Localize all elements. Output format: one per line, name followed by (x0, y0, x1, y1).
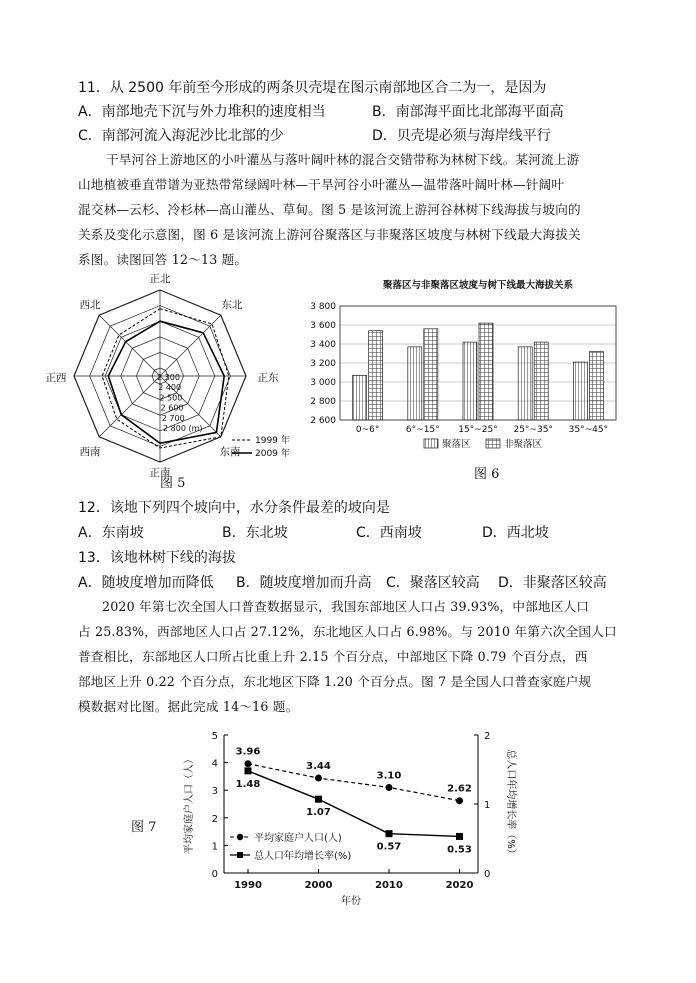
x-tick-label: 25°~35° (513, 425, 553, 435)
passage-1-line: 干旱河谷上游地区的小叶灌丛与落叶阔叶林的混合交错带称为林树下线。某河流上游 (106, 152, 580, 167)
legend-1999-label: 1999 年 (255, 436, 290, 446)
left-axis-label: 平均家庭户人口（人） (184, 754, 195, 854)
q13-stem: 13．该地林树下线的海拔 (78, 550, 236, 566)
q11-option-d: D．贝壳堤必须与海岸线平行 (372, 128, 551, 144)
right-axis-label: 总人口年均增长率（%） (505, 749, 516, 859)
growth-line (248, 771, 460, 837)
ring-label: 2 300 (157, 373, 180, 382)
ring-label: 2 800 (m) (163, 424, 203, 433)
legend-2009-label: 2009 年 (255, 449, 290, 459)
growth-point (245, 767, 252, 774)
x-tick-label: 6°~15° (405, 425, 440, 435)
legend-settlement-label: 聚落区 (442, 439, 471, 450)
household-point (456, 797, 463, 804)
q11-option-c: C．南部河流入海泥沙比北部的少 (78, 128, 284, 144)
legend-non-settlement-swatch (486, 439, 500, 448)
legend-household-marker (237, 834, 243, 840)
direction-label: 西南 (79, 446, 101, 458)
x-tick-label: 35°~45° (568, 425, 609, 435)
left-tick-label: 4 (211, 758, 218, 770)
growth-point (456, 833, 463, 840)
household-data-label: 2.62 (447, 783, 472, 795)
legend-non-settlement-label: 非聚落区 (504, 439, 543, 450)
passage-2-line: 部地区上升 0.22 个百分点，东北地区下降 1.20 个百分点。图 7 是全国人口普查家庭户规 (78, 674, 592, 689)
bar-settlement (573, 362, 587, 420)
x-tick-label: 15°~25° (458, 425, 498, 435)
direction-label: 正南 (149, 467, 171, 479)
growth-data-label: 1.07 (306, 807, 331, 819)
bar-non-settlement (369, 331, 383, 420)
ring-label: 2 400 (158, 383, 182, 393)
bar-non-settlement (589, 352, 603, 420)
direction-label: 正东 (257, 372, 279, 384)
radar-spoke (99, 315, 160, 376)
direction-label: 正北 (149, 273, 171, 285)
household-data-label: 3.44 (306, 761, 331, 773)
figure-6-caption: 图 6 (474, 467, 500, 482)
x-tick-label: 1990 (234, 880, 262, 891)
legend-growth-label: 总人口年均增长率(%) (254, 851, 352, 862)
household-point (245, 760, 252, 767)
legend-growth-marker (237, 852, 243, 858)
y-tick-label: 3 400 (310, 340, 336, 350)
growth-data-label: 0.57 (376, 841, 402, 853)
q12-option-d: D．西北坡 (482, 525, 549, 541)
direction-label: 正西 (45, 372, 67, 384)
q12-option-b: B．东北坡 (222, 525, 288, 541)
figure-5-caption: 图 5 (160, 476, 186, 491)
radar-spoke (99, 376, 160, 437)
growth-point (315, 796, 322, 803)
household-point (315, 775, 322, 782)
legend-settlement-swatch (424, 439, 438, 448)
ring-label: 2 700 (161, 413, 185, 423)
figure-7-caption: 图 7 (131, 820, 157, 835)
y-tick-label: 2 600 (310, 416, 336, 426)
q13-option-b: B．随坡度增加而升高 (236, 575, 372, 591)
household-data-label: 3.96 (235, 746, 261, 758)
bar-settlement (518, 347, 532, 420)
q12-option-c: C．西南坡 (356, 525, 422, 541)
x-tick-label: 2010 (375, 880, 403, 891)
passage-1-line: 关系及变化示意图，图 6 是该河流上游河谷聚落区与非聚落区坡度与林树下线最大海拔关 (78, 227, 581, 242)
legend-household-label: 平均家庭户人口(人) (254, 833, 342, 844)
left-tick-label: 1 (211, 841, 218, 853)
passage-2-line: 2020 年第七次全国人口普查数据显示，我国东部地区人口占 39.93%，中部地区人口 (102, 599, 590, 614)
bar-settlement (408, 347, 422, 420)
bar-settlement (463, 342, 477, 420)
q13-option-a: A．随坡度增加而降低 (78, 575, 214, 591)
x-tick-label: 0~6° (355, 425, 380, 435)
household-data-label: 3.10 (376, 770, 402, 782)
household-line (248, 764, 460, 801)
bar-non-settlement (534, 342, 548, 420)
passage-2-line: 普查相比，东部地区人口所占比重上升 2.15 个百分点，中部地区下降 0.79 个百分点，西 (78, 649, 588, 664)
q11-stem: 11．从 2500 年前至今形成的两条贝壳堤在图示南部地区合二为一，是因为 (78, 80, 547, 96)
y-tick-label: 3 200 (310, 359, 336, 369)
x-tick-label: 2000 (304, 880, 333, 891)
left-tick-label: 2 (211, 813, 218, 825)
direction-label: 西北 (79, 299, 101, 311)
direction-label: 东南 (219, 446, 241, 458)
bar-non-settlement (424, 329, 438, 420)
q13-option-c: C．聚落区较高 (386, 575, 480, 591)
passage-1-line: 山地植被垂直带谱为亚热带常绿阔叶林—干旱河谷小叶灌丛—温带落叶阔叶林—针阔叶 (78, 177, 565, 192)
figure-7-line-chart (180, 725, 520, 910)
passage-1-line: 混交林—云杉、冷杉林—高山灌丛、草甸。图 5 是该河流上游河谷林树下线海拔与坡向的 (78, 202, 581, 217)
growth-point (386, 830, 393, 837)
x-axis-label: 年份 (341, 896, 361, 907)
bar-non-settlement (479, 323, 493, 420)
bar-settlement (353, 375, 367, 420)
q13-option-d: D．非聚落区较高 (498, 575, 607, 591)
right-tick-label: 1 (484, 800, 491, 811)
right-tick-label: 2 (484, 731, 491, 742)
passage-2-line: 模数据对比图。据此完成 14～16 题。 (78, 699, 299, 714)
growth-data-label: 1.48 (235, 778, 261, 790)
passage-1-line: 系图。读图回答 12～13 题。 (78, 252, 248, 267)
q12-stem: 12．该地下列四个坡向中，水分条件最差的坡向是 (78, 500, 390, 516)
passage-2-line: 占 25.83%，西部地区人口占 27.12%，东北地区人口占 6.98%。与 2010 年第六次全国人口 (78, 624, 617, 639)
left-tick-label: 0 (211, 869, 218, 880)
figure-6-bar-chart (296, 276, 626, 456)
right-tick-label: 0 (484, 869, 491, 880)
y-tick-label: 3 000 (310, 378, 336, 388)
y-tick-label: 2 800 (310, 397, 336, 407)
left-tick-label: 5 (211, 731, 218, 742)
direction-label: 东北 (221, 299, 243, 311)
x-tick-label: 2020 (445, 880, 474, 891)
y-tick-label: 3 600 (310, 321, 336, 331)
chart-title: 聚落区与非聚落区坡度与树下线最大海拔关系 (382, 280, 574, 291)
q11-option-b: B．南部海平面比北部海平面高 (372, 104, 564, 120)
q12-option-a: A．东南坡 (78, 525, 144, 541)
ring-label: 2 500 (159, 393, 183, 403)
q11-option-a: A．南部地壳下沉与外力堆积的速度相当 (78, 104, 326, 120)
left-tick-label: 3 (211, 786, 218, 798)
figure-5-radar (45, 272, 292, 479)
growth-data-label: 0.53 (447, 844, 472, 856)
y-tick-label: 3 800 (310, 302, 336, 312)
ring-label: 2 600 (160, 403, 184, 413)
household-point (386, 784, 393, 791)
